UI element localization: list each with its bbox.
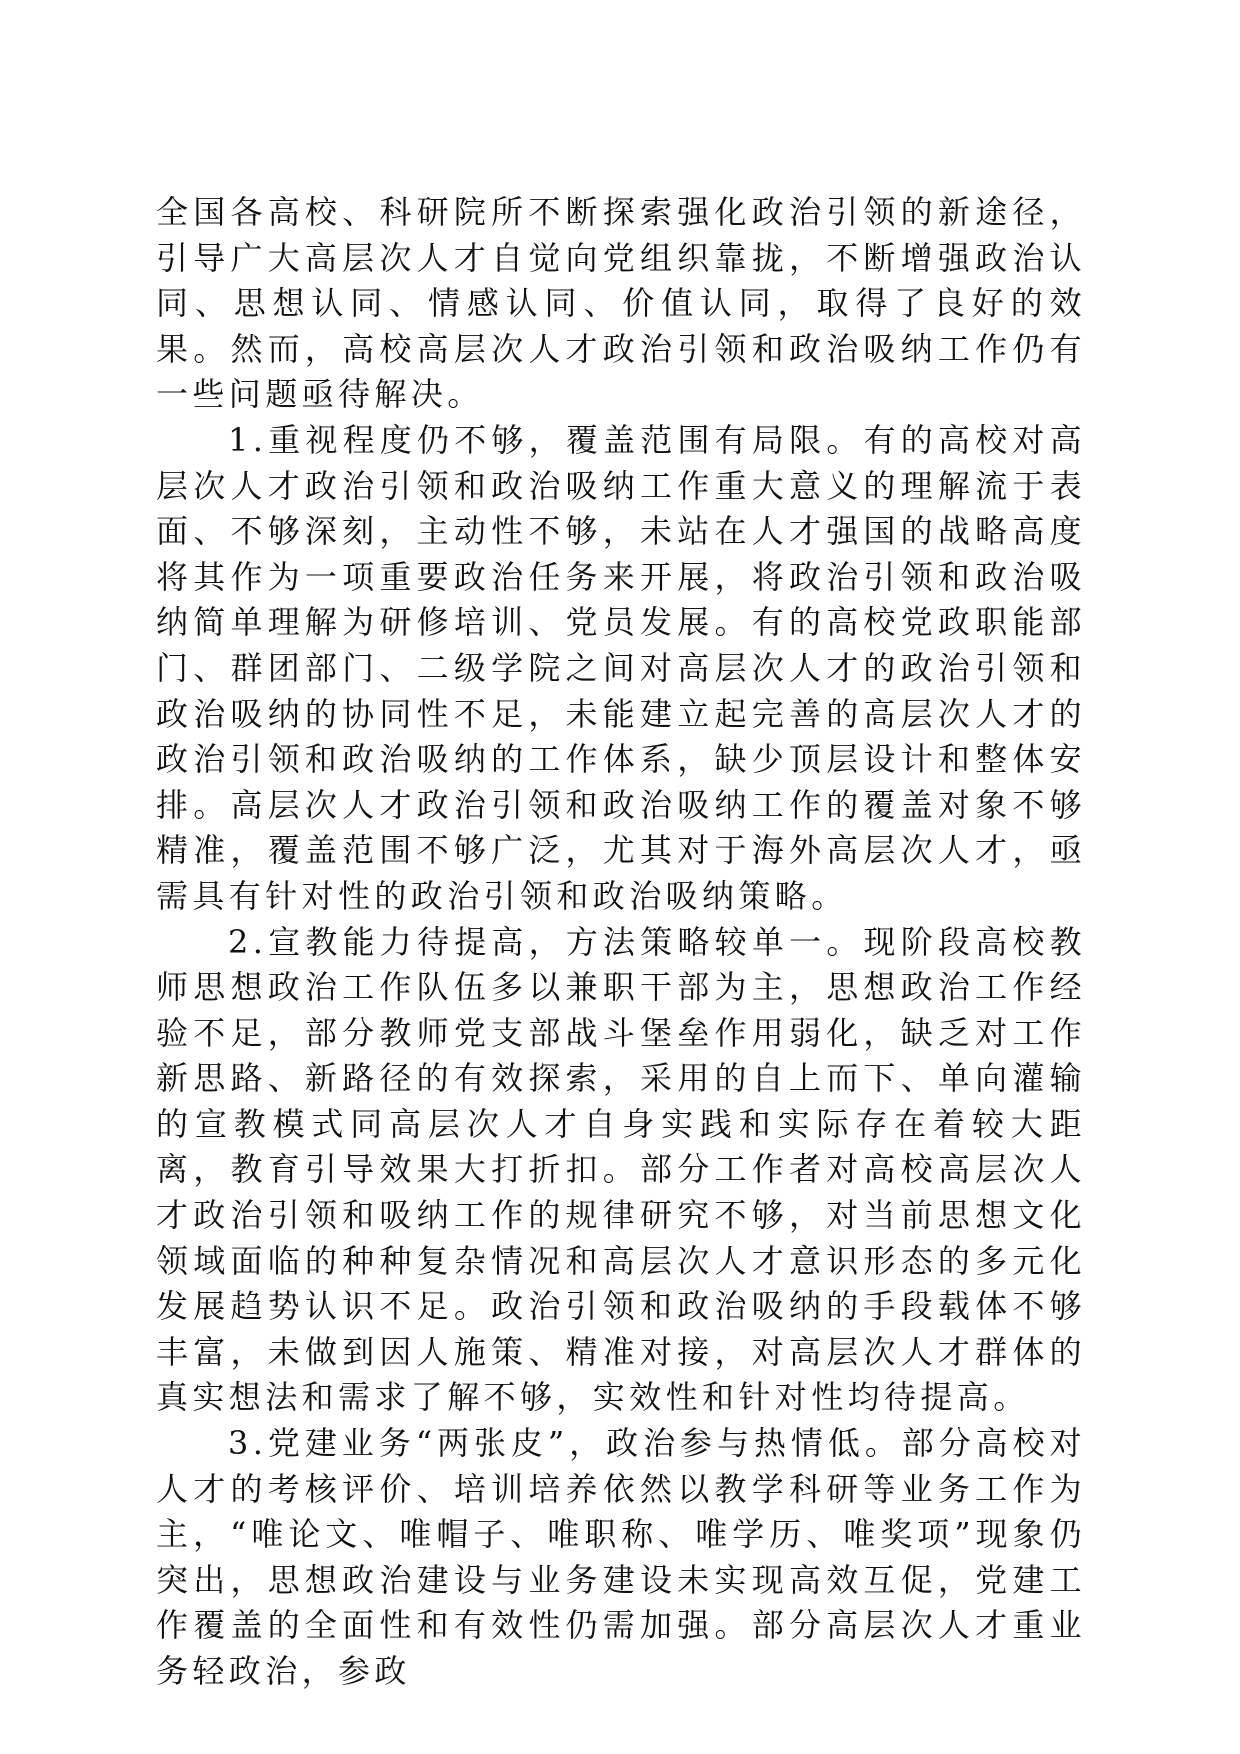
paragraph-intro: 全国各高校、科研院所不断探索强化政治引领的新途径，引导广大高层次人才自觉向党组织靠拢，不断增强政治认同、思想认同、情感认同、价值认同，取得了良好的效果。然而，高校高层次人才政治引领和政治吸纳工作仍有一些问题亟待解决。 (156, 193, 1086, 414)
paragraph-point-2: 2.宣教能力待提高，方法策略较单一。现阶段高校教师思想政治工作队伍多以兼职干部为主，思想政治工作经验不足，部分教师党支部战斗堡垒作用弱化，缺乏对工作新思路、新路径的有效探索，采用的自上而下、单向灌输的宣教模式同高层次人才自身实践和实际存在着较大距离，教育引导效果大打折扣。部分工作者对高校高层次人才政治引领和吸纳工作的规律研究不够，对当前思想文化领域面临的种种复杂情况和高层次人才意识形态的多元化发展趋势认识不足。政治引领和政治吸纳的手段载体不够丰富，未做到因人施策、精准对接，对高层次人才群体的真实想法和需求了解不够，实效性和针对性均待提高。 (156, 922, 1086, 1417)
paragraph-point-3: 3.党建业务“两张皮”，政治参与热情低。部分高校对人才的考核评价、培训培养依然以教学科研等业务工作为主，“唯论文、唯帽子、唯职称、唯学历、唯奖项”现象仍突出，思想政治建设与业务建设未实现高效互促，党建工作覆盖的全面性和有效性仍需加强。部分高层次人才重业务轻政治，参政 (156, 1424, 1086, 1690)
document-body (156, 190, 1086, 1695)
paragraph-point-1: 1.重视程度仍不够，覆盖范围有局限。有的高校对高层次人才政治引领和政治吸纳工作重大意义的理解流于表面、不够深刻，主动性不够，未站在人才强国的战略高度将其作为一项重要政治任务来开展，将政治引领和政治吸纳简单理解为研修培训、党员发展。有的高校党政职能部门、群团部门、二级学院之间对高层次人才的政治引领和政治吸纳的协同性不足，未能建立起完善的高层次人才的政治引领和政治吸纳的工作体系，缺少顶层设计和整体安排。高层次人才政治引领和政治吸纳工作的覆盖对象不够精准，覆盖范围不够广泛，尤其对于海外高层次人才，亟需具有针对性的政治引领和政治吸纳策略。 (156, 420, 1086, 915)
